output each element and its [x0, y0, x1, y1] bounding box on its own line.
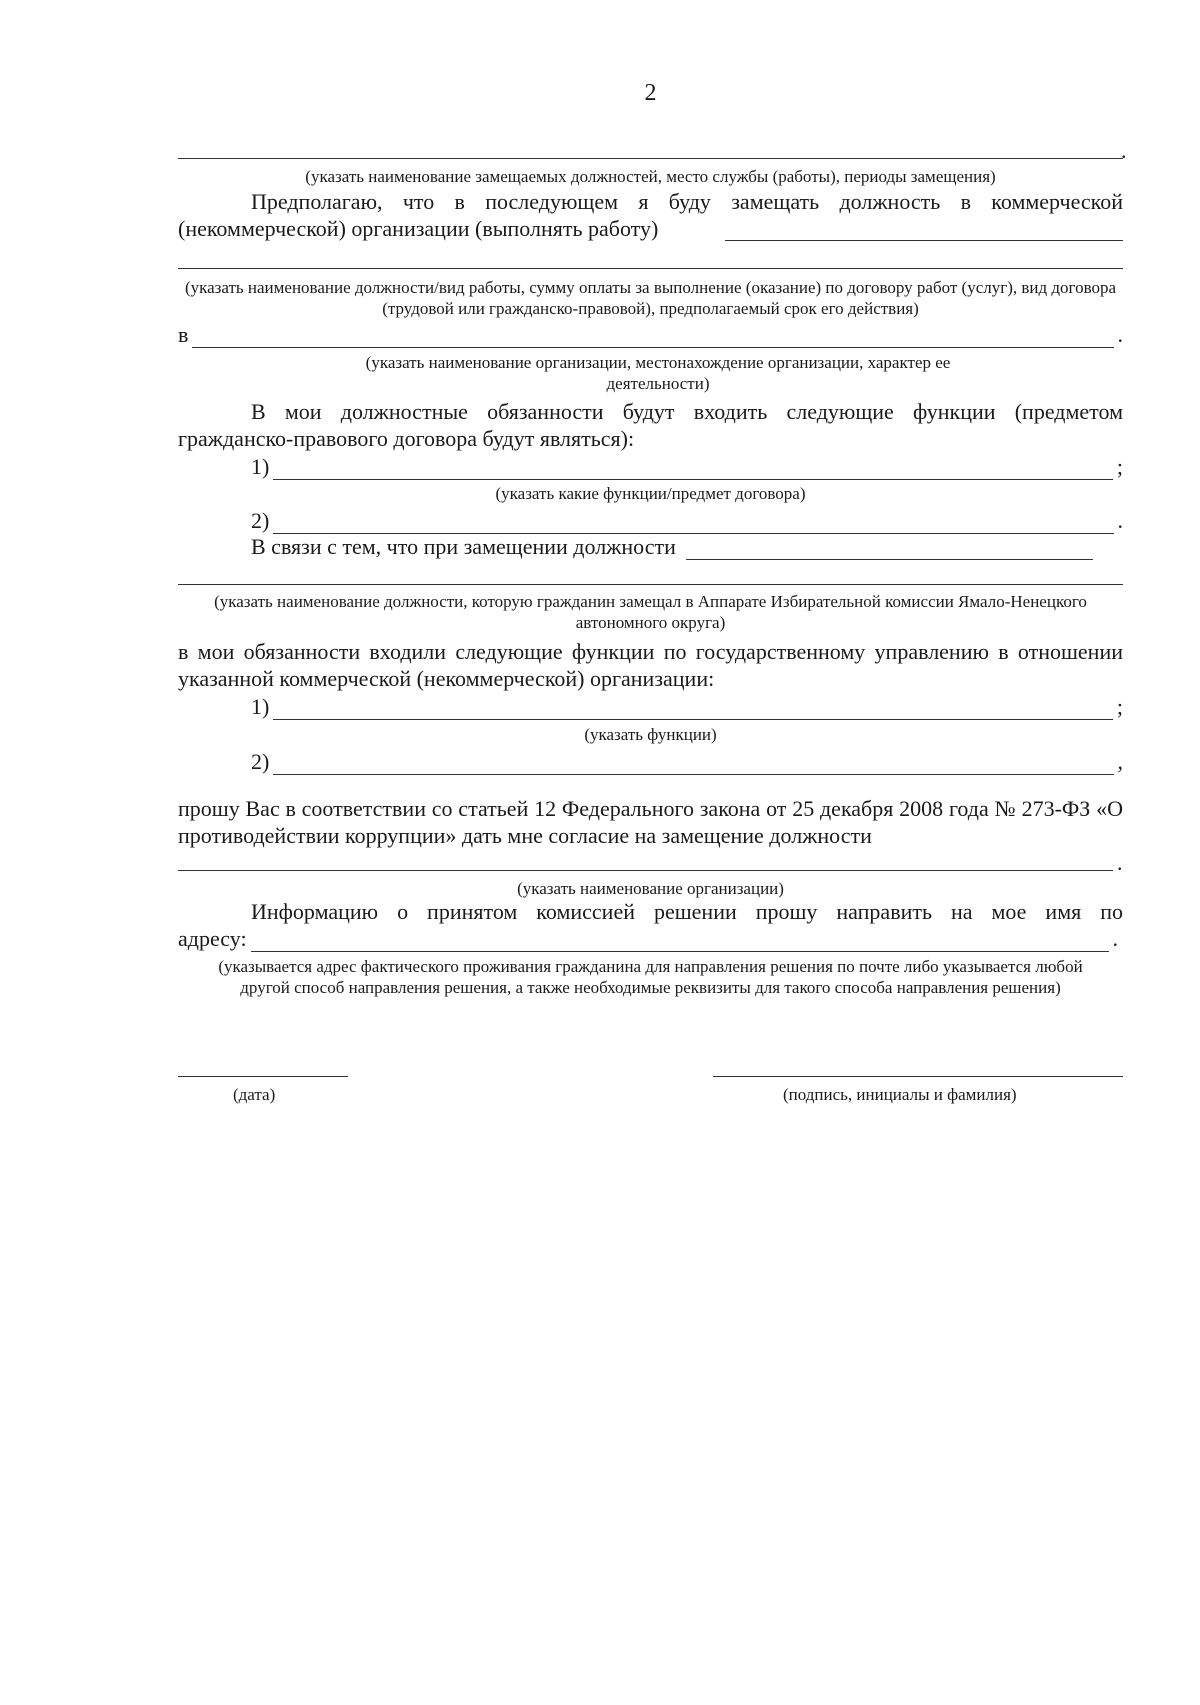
note-functions: (указать функции) [584, 725, 717, 744]
function-item-2-label: 2) [251, 749, 270, 774]
duty-item-1-line[interactable] [273, 461, 1113, 480]
note-functions-subject: (указать какие функции/предмет договора) [495, 484, 806, 503]
org-name-line[interactable] [178, 870, 1113, 871]
duty-item-2-period: . [1117, 508, 1123, 533]
org-period: . [1117, 322, 1123, 347]
function-item-2-line[interactable] [273, 756, 1113, 775]
para-assume-text: Предполагаю, что в последующем я буду замещать должность в коммерческой (некоммерческой) организации (выполнять работу) [178, 189, 1123, 241]
note-prev-positions: (указать наименование замещаемых должностей, место службы (работы), периоды замещения) [305, 167, 996, 186]
function-item-2-row [251, 748, 1123, 775]
v-prefix: в [178, 322, 189, 347]
signature-caption: (подпись, инициалы и фамилия) [783, 1085, 1017, 1104]
date-line[interactable] [178, 1076, 348, 1077]
para-duties: В мои должностные обязанности будут входить следующие функции (предметом гражданско-правового договора будут являться): [178, 399, 1123, 451]
duty-item-1-row [251, 453, 1123, 480]
function-item-1-row [251, 693, 1123, 720]
org-line[interactable] [192, 329, 1113, 348]
position-held-line[interactable] [178, 584, 1123, 585]
para-my-duties: в мои обязанности входили следующие функции по государственному управлению в отношении указанной коммерческой (некоммерческой) организации: [178, 639, 1123, 691]
address-period: . [1112, 926, 1118, 951]
duty-item-2-row [251, 507, 1123, 534]
duty-item-2-label: 2) [251, 508, 270, 533]
since-inline-line[interactable] [686, 541, 1093, 560]
para-request: прошу Вас в соответствии со статьей 12 Федерального закона от 25 декабря 2008 года № 273-ФЗ «О противодействии коррупции» дать мне согласие на замещение должности [178, 796, 1123, 848]
prev-positions-period: . [1121, 138, 1127, 163]
page-number: 2 [644, 80, 657, 106]
note-address: (указывается адрес фактического проживания гражданина для направления решения по почте либо указывается любой другой способ направления решения, а также необходимые реквизиты для такого способа направления решения) [218, 957, 1083, 997]
para-info: Информацию о принятом комиссией решении прошу направить на мое имя по [251, 899, 1123, 924]
function-item-1-label: 1) [251, 694, 270, 719]
org-name-period: . [1117, 850, 1123, 875]
position-work-line[interactable] [178, 268, 1123, 269]
assume-inline-line[interactable] [725, 240, 1123, 241]
since-row [251, 533, 1123, 560]
function-item-1-line[interactable] [273, 701, 1113, 720]
date-caption: (дата) [233, 1085, 276, 1104]
signature-line[interactable] [713, 1076, 1123, 1077]
note-org: (указать наименование организации, местонахождение организации, характер ее деятельности) [365, 353, 951, 393]
function-item-1-semicolon: ; [1116, 694, 1123, 719]
note-position-work: (указать наименование должности/вид работы, сумму оплаты за выполнение (оказание) по договору работ (услуг), вид договора (трудовой или гражданско-правовой), предполагаемый срок его действия) [184, 278, 1117, 318]
note-org-name: (указать наименование организации) [517, 879, 784, 898]
para-since: В связи с тем, что при замещении должности [251, 534, 676, 559]
duty-item-1-label: 1) [251, 454, 270, 479]
para-assume [178, 188, 1123, 242]
org-row [178, 321, 1123, 348]
function-item-2-comma: , [1117, 749, 1123, 774]
duty-item-2-line[interactable] [273, 515, 1113, 534]
note-position-held: (указать наименование должности, которую гражданин замещал в Аппарате Избирательной комиссии Ямало-Ненецкого автономного округа) [214, 592, 1087, 632]
address-label: адресу: [178, 926, 247, 951]
address-row [178, 925, 1118, 952]
address-line[interactable] [251, 933, 1109, 952]
prev-positions-line[interactable] [178, 158, 1123, 159]
duty-item-1-semicolon: ; [1116, 454, 1123, 479]
